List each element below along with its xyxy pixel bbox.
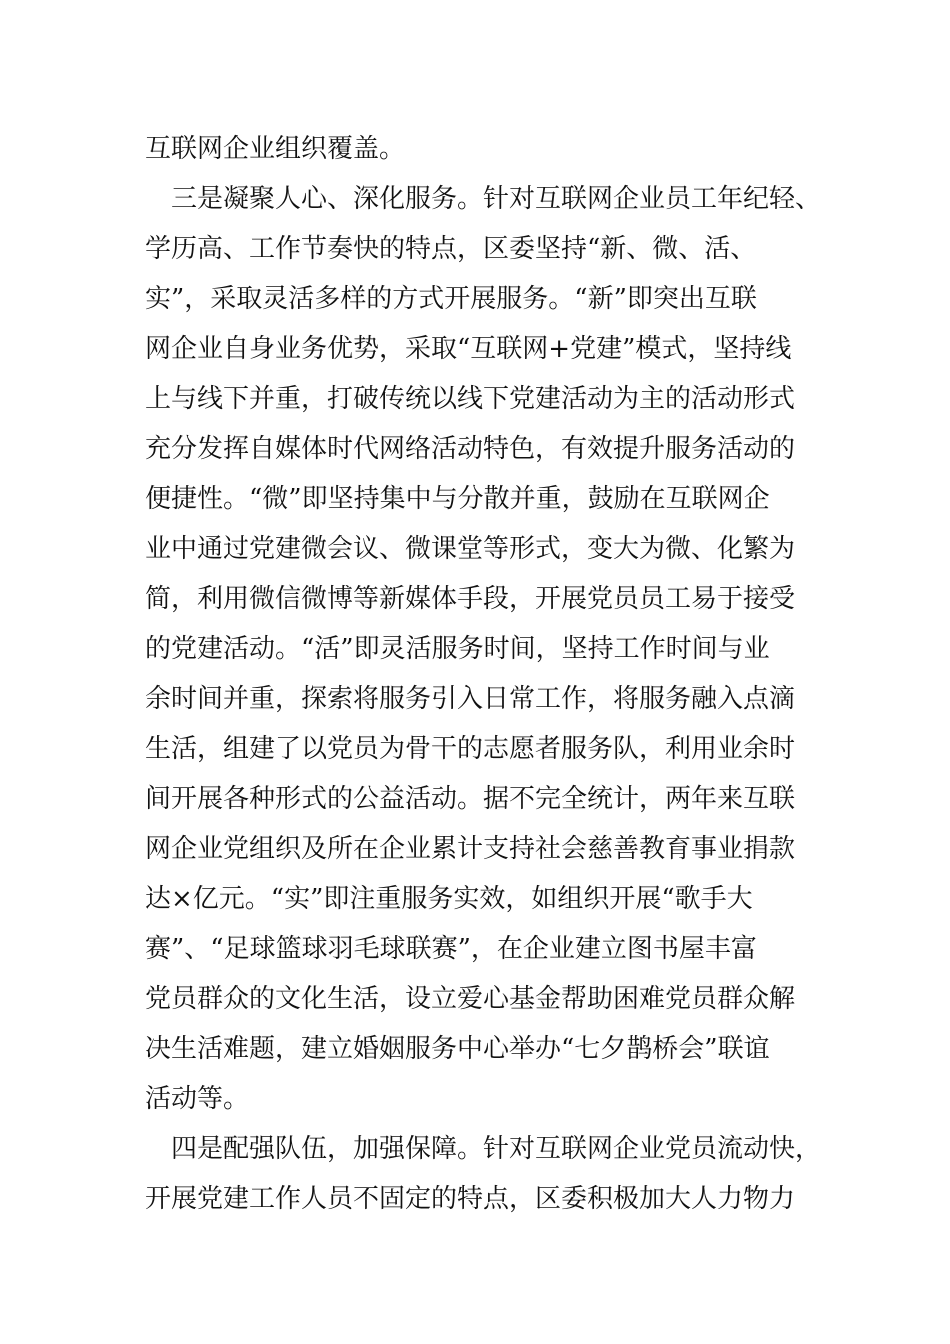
text-line: 间开展各种形式的公益活动。据不完全统计，两年来互联 [145, 784, 796, 814]
text-line: 开展党建工作人员不固定的特点，区委积极加大人力物力 [145, 1184, 796, 1214]
text-line: 活动等。 [145, 1084, 250, 1114]
body-text [145, 124, 845, 1224]
text-line: 上与线下并重，打破传统以线下党建活动为主的活动形式 [145, 384, 796, 414]
text-line: 便捷性。“微”即坚持集中与分散并重，鼓励在互联网企 [145, 484, 770, 514]
text-line: 互联网企业组织覆盖。 [145, 134, 406, 164]
text-line: 的党建活动。“活”即灵活服务时间，坚持工作时间与业 [145, 634, 770, 664]
text-line: 赛”、“足球篮球羽毛球联赛”，在企业建立图书屋丰富 [145, 934, 757, 964]
text-line: 充分发挥自媒体时代网络活动特色，有效提升服务活动的 [145, 434, 796, 464]
text-line: 党员群众的文化生活，设立爱心基金帮助困难党员群众解 [145, 984, 796, 1014]
text-line: 达×亿元。“实”即注重服务实效，如组织开展“歌手大 [145, 884, 753, 914]
text-line: 网企业党组织及所在企业累计支持社会慈善教育事业捐款 [145, 834, 796, 864]
text-line: 决生活难题，建立婚姻服务中心举办“七夕鹊桥会”联谊 [145, 1034, 770, 1064]
text-line: 余时间并重，探索将服务引入日常工作，将服务融入点滴 [145, 684, 796, 714]
text-line: 学历高、工作节奏快的特点，区委坚持“新、微、活、 [145, 234, 757, 264]
paragraph-4-first-line: 四是配强队伍，加强保障。针对互联网企业党员流动快， [145, 1134, 822, 1164]
paragraph-3-first-line: 三是凝聚人心、深化服务。针对互联网企业员工年纪轻、 [145, 184, 822, 214]
text-line: 网企业自身业务优势，采取“互联网+党建”模式，坚持线 [145, 334, 792, 364]
text-line: 生活，组建了以党员为骨干的志愿者服务队，利用业余时 [145, 734, 796, 764]
text-line: 简，利用微信微博等新媒体手段，开展党员员工易于接受 [145, 584, 796, 614]
text-line: 实”，采取灵活多样的方式开展服务。“新”即突出互联 [145, 284, 757, 314]
text-line: 业中通过党建微会议、微课堂等形式，变大为微、化繁为 [145, 534, 796, 564]
